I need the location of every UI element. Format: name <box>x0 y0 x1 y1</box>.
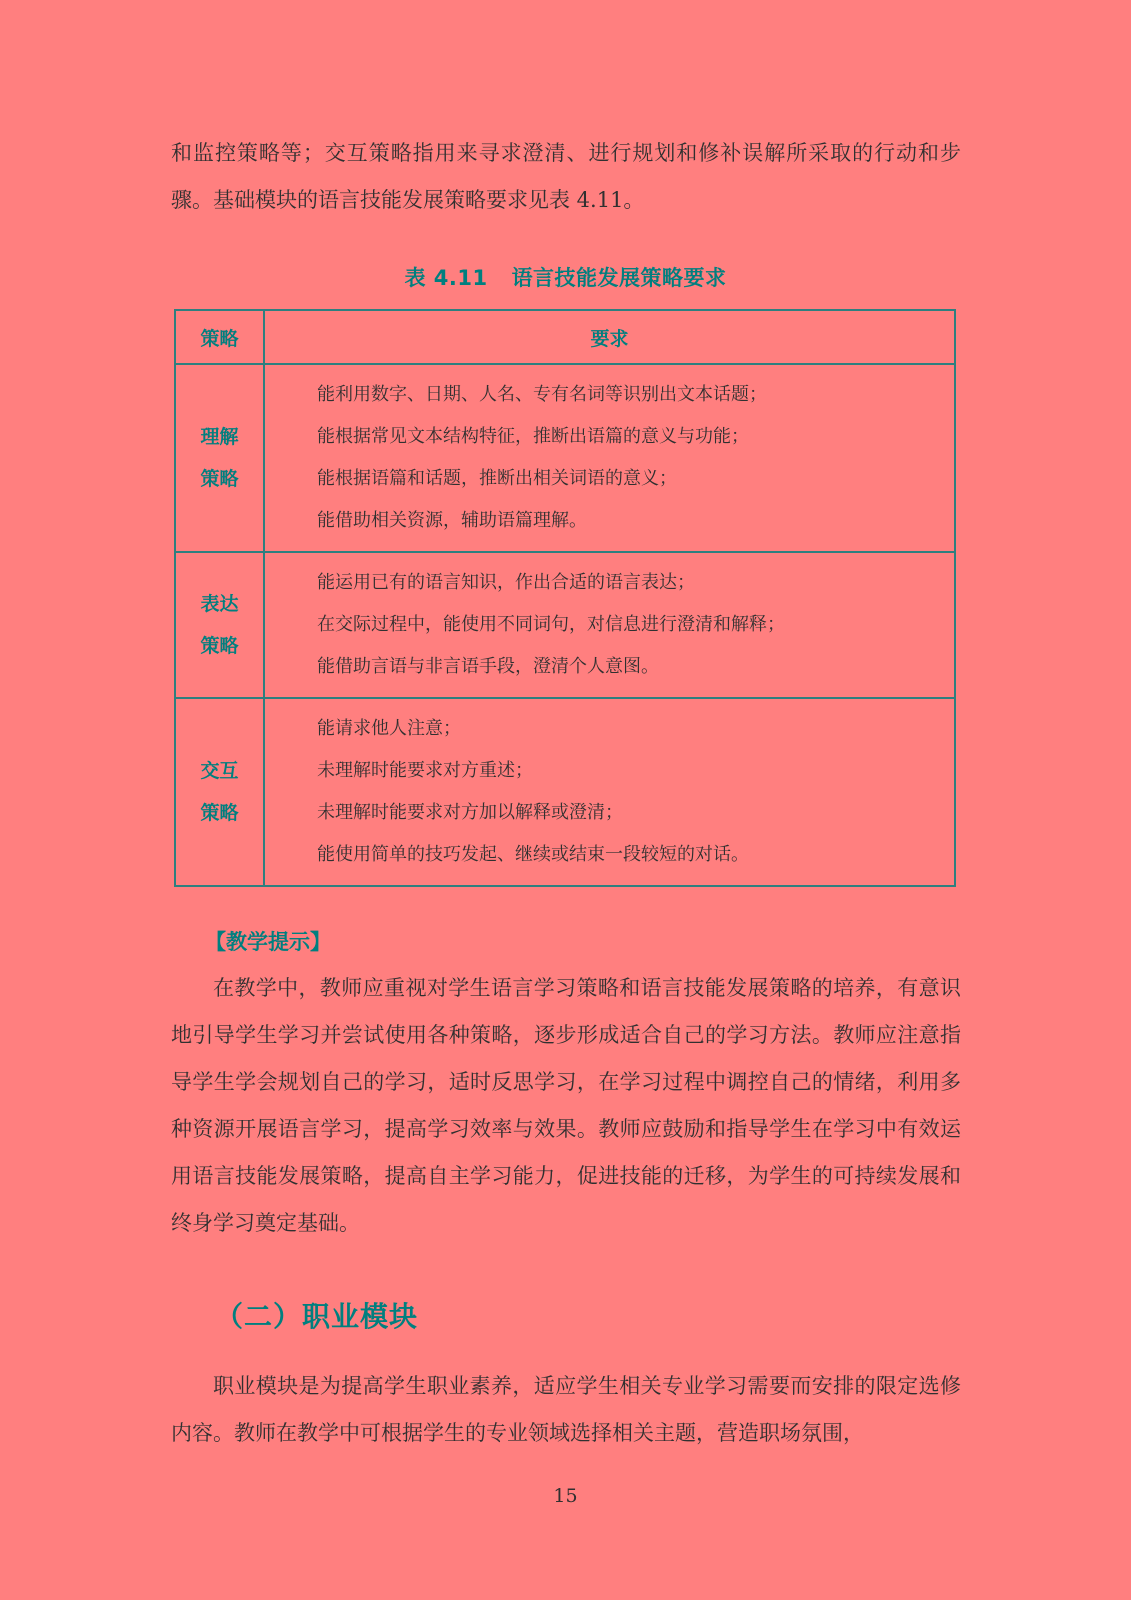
requirements-cell <box>264 552 955 698</box>
strategy-cell-interaction <box>175 698 264 886</box>
requirement-item: 能运用已有的语言知识，作出合适的语言表达； <box>317 572 695 593</box>
requirements-cell <box>264 364 955 552</box>
requirement-item: 能借助相关资源，辅助语篇理解。 <box>317 510 587 531</box>
header-strategy: 策略 <box>175 310 264 364</box>
table-header-row <box>175 310 955 364</box>
teaching-tip-heading: 【教学提示】 <box>205 930 331 954</box>
table-row <box>175 364 955 552</box>
strategy-label: 策略 <box>200 635 239 657</box>
strategy-label: 交互 <box>200 760 239 782</box>
table-row <box>175 698 955 886</box>
strategy-label: 策略 <box>200 468 239 490</box>
table-caption <box>0 262 1131 292</box>
requirement-item: 未理解时能要求对方重述； <box>317 760 533 781</box>
requirement-item: 能借助言语与非言语手段，澄清个人意图。 <box>317 656 659 677</box>
requirement-item: 未理解时能要求对方加以解释或澄清； <box>317 802 623 823</box>
strategy-label: 表达 <box>200 593 239 615</box>
requirement-item: 能根据语篇和话题，推断出相关词语的意义； <box>317 468 677 489</box>
header-requirement: 要求 <box>264 310 955 364</box>
table-caption-number: 表 4.11 <box>404 266 488 290</box>
requirement-item: 能根据常见文本结构特征，推断出语篇的意义与功能； <box>317 426 749 447</box>
requirements-cell <box>264 698 955 886</box>
strategy-cell-comprehension <box>175 364 264 552</box>
strategy-label: 理解 <box>200 426 239 448</box>
page-number: 15 <box>553 1485 578 1507</box>
intro-paragraph: 和监控策略等；交互策略指用来寻求澄清、进行规划和修补误解所采取的行动和步骤。基础模块的语言技能发展策略要求见表 4.11。 <box>171 141 961 212</box>
requirement-item: 能请求他人注意； <box>317 718 461 739</box>
teaching-tip-paragraph: 在教学中，教师应重视对学生语言学习策略和语言技能发展策略的培养，有意识地引导学生学习并尝试使用各种策略，逐步形成适合自己的学习方法。教师应注意指导学生学会规划自己的学习，适时反思学习，在学习过程中调控自己的情绪，利用多种资源开展语言学习，提高学习效率与效果。教师应鼓励和指导学生在学习中有效运用语言技能发展策略，提高自主学习能力，促进技能的迁移，为学生的可持续发展和终身学习奠定基础。 <box>171 976 961 1235</box>
strategy-cell-expression <box>175 552 264 698</box>
section-heading: （二）职业模块 <box>215 1300 419 1333</box>
requirement-item: 能利用数字、日期、人名、专有名词等识别出文本话题； <box>317 384 767 405</box>
requirement-item: 能使用简单的技巧发起、继续或结束一段较短的对话。 <box>317 844 749 865</box>
table-row <box>175 552 955 698</box>
table-caption-title: 语言技能发展策略要求 <box>511 266 727 290</box>
requirement-item: 在交际过程中，能使用不同词句，对信息进行澄清和解释； <box>317 614 785 635</box>
strategy-requirements-table <box>174 309 956 887</box>
strategy-label: 策略 <box>200 802 239 824</box>
section-paragraph: 职业模块是为提高学生职业素养，适应学生相关专业学习需要而安排的限定选修内容。教师在教学中可根据学生的专业领域选择相关主题，营造职场氛围， <box>171 1374 961 1445</box>
